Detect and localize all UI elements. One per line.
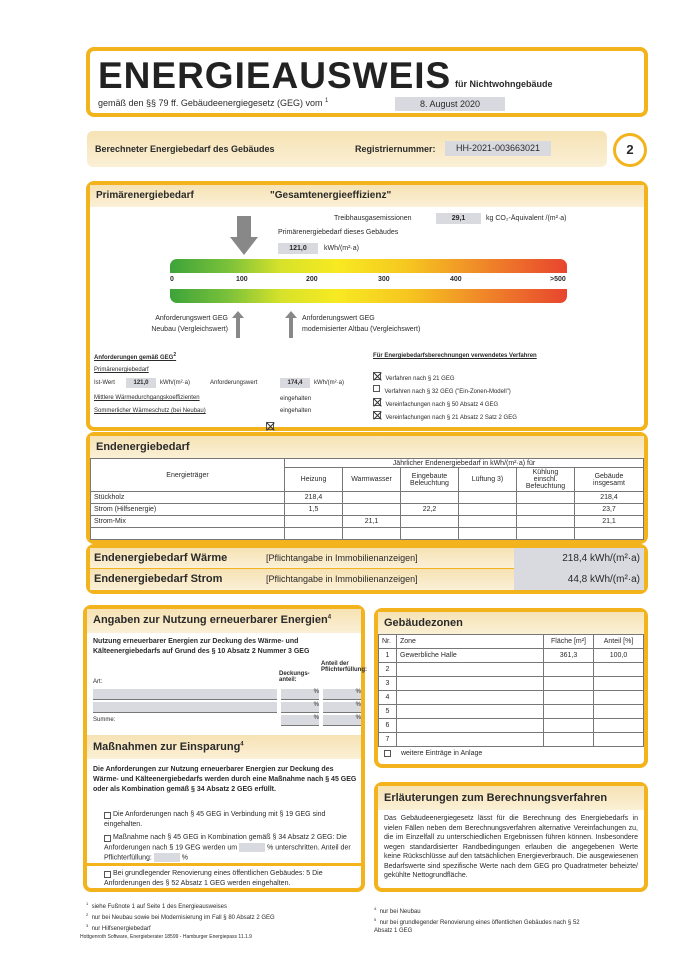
- method-title: Für Energiebedarfsberechnungen verwendetes Verfahren: [373, 353, 537, 359]
- reg-number: HH-2021-003663021: [445, 141, 551, 156]
- final-header: Endenergiebedarf: [90, 436, 644, 458]
- measure-option-2: Maßnahme nach § 45 GEG in Kombination gemäß § 34 Absatz 2 GEG: Die Anforderungen nach § 19 GEG werden um % unterschritten. Anteil der Pflichterfüllung: %: [104, 834, 351, 862]
- footnote: $^1$ siehe Fußnote 1 auf Seite 1 des Energieausweises: [86, 901, 227, 910]
- primary-header: [90, 185, 644, 207]
- building-value-arrow-icon: [237, 216, 251, 238]
- zones-header: Gebäudezonen: [378, 612, 644, 634]
- table-row: Strom (Hilfsenergie) 1,5 22,2 23,7: [91, 504, 644, 516]
- method-checkbox[interactable]: [373, 398, 381, 406]
- renewable-header: Angaben zur Nutzung erneuerbarer Energien$^4$: [87, 609, 361, 633]
- anf-label: Anforderungswert: [210, 380, 258, 386]
- building-value: 121,0: [278, 243, 318, 254]
- document-subtitle: für Nichtwohngebäude: [455, 79, 553, 89]
- table-row: 7: [379, 733, 644, 747]
- measure-option-3: Bei grundlegender Renovierung eines öffentlichen Gebäudes: 5 Die Anforderungen des § 52 Absatz 1 GEG werden eingehalten.: [104, 870, 323, 887]
- measure-option-1: Die Anforderungen nach § 45 GEG in Verbindung mit § 19 GEG sind eingehalten.: [104, 811, 326, 828]
- method-item: Verfahren nach § 21 GEG: [373, 367, 517, 380]
- req-subtitle: Primärenergiebedarf: [94, 367, 149, 373]
- legal-line: gemäß den §§ 79 ff. Gebäudeenergiegesetz (GEG) vom $^1$: [98, 98, 329, 108]
- coverage-input-2[interactable]: %: [281, 702, 319, 713]
- summary-heat-row: Endenergiebedarf Wärme [Pflichtangabe in Immobilienanzeigen] 218,4 kWh/(m²·a): [90, 548, 644, 569]
- table-row: [91, 528, 644, 540]
- ist-unit: kWh/(m²·a): [160, 380, 190, 386]
- summer-label: Sommerlicher Wärmeschutz (bei Neubau): [94, 408, 206, 414]
- method-item: Vereinfachungen nach § 50 Absatz 4 GEG: [373, 393, 517, 406]
- efficiency-scale-ticks: 0 100 200 300 400 >500: [170, 276, 566, 283]
- measures-section: [83, 735, 365, 892]
- final-energy-table: Energieträger Jährlicher Endenergiebedarf in kWh/(m²·a) für Heizung Warmwasser Eingebaute Beleuchtung Lüftung 3) Kühlung einschl. Befeuchtung Gebäude insgesamt Stückholz 218,4 218,4 Strom (Hilfsenergie) 1,5 22,2 23,7 Strom-Mix 21,1 21,1: [90, 458, 644, 540]
- more-entries: weitere Einträge in Anlage: [378, 747, 644, 760]
- measures-header: Maßnahmen zur Einsparung$^4$: [87, 735, 361, 759]
- art-label: Art:: [93, 679, 103, 685]
- fulfillment-input-2[interactable]: %: [323, 702, 361, 713]
- anf-unit: kWh/(m²·a): [314, 380, 344, 386]
- efficiency-scale-bottom: [170, 289, 567, 303]
- footnote: $^4$ nur bei Neubau: [374, 906, 421, 915]
- coverage-input-1[interactable]: %: [281, 689, 319, 700]
- ghg-value: 29,1: [436, 213, 481, 224]
- measures-intro: Die Anforderungen zur Nutzung erneuerbarer Energien zur Deckung des Wärme- und Kälteenergiebedarfs werden durch eine Maßnahme nach § 45 GEG oder als Kombination gemäß § 34 Absatz 2 GEG erfüllt.: [93, 766, 357, 793]
- efficiency-scale-top: [170, 259, 567, 273]
- u-value-label: Mittlere Wärmedurchgangskoeffizienten: [94, 395, 200, 401]
- primary-title: Primärenergiebedarf: [96, 190, 194, 201]
- method-checkbox[interactable]: [373, 372, 381, 380]
- summary-section: [86, 544, 648, 594]
- software-credit: Hottgenroth Software, Energieberater 18599 - Hamburger Energiepass 11.1.9: [80, 934, 252, 940]
- measure-checkbox-1[interactable]: [104, 812, 111, 819]
- renewable-intro: Nutzung erneuerbarer Energien zur Deckung des Wärme- und Kälteenergiebedarfs auf Grund des § 10 Absatz 2 Nummer 3 GEG: [93, 638, 310, 655]
- method-checkbox[interactable]: [373, 385, 380, 392]
- table-row: 5: [379, 705, 644, 719]
- final-energy-section: [86, 432, 648, 544]
- measure-checkbox-3[interactable]: [104, 871, 111, 878]
- method-item: Vereinfachungen nach § 21 Absatz 2 Satz 2 GEG: [373, 406, 517, 419]
- ref-new-arrow-shaft: [236, 318, 240, 338]
- ref-old-arrow-icon: [285, 311, 297, 318]
- req-title: Anforderungen gemäß GEG$^2$: [94, 352, 177, 361]
- fulfillment-input-1[interactable]: %: [323, 689, 361, 700]
- table-row: 4: [379, 691, 644, 705]
- art-input-2[interactable]: [93, 702, 277, 713]
- more-entries-checkbox[interactable]: [384, 750, 391, 757]
- info-bar: [87, 131, 607, 167]
- ist-label: Ist-Wert: [94, 380, 115, 386]
- method-item: Verfahren nach § 32 GEG ("Ein-Zonen-Modell"): [373, 380, 517, 393]
- ref-old-arrow-shaft: [289, 318, 293, 338]
- footnote: $^3$ nur Hilfsenergiebedarf: [86, 923, 151, 932]
- footnote: $^5$ nur bei grundlegender Renovierung eines öffentlichen Gebäudes nach § 52 Absatz 1 GEG: [374, 917, 580, 934]
- explanation-section: [374, 782, 648, 892]
- measure-checkbox-2[interactable]: [104, 835, 111, 842]
- method-list: [373, 367, 517, 419]
- footnotes-left: [80, 900, 366, 941]
- building-value-arrow-head-icon: [230, 237, 258, 255]
- method-checkbox[interactable]: [373, 411, 381, 419]
- measure-divider: [83, 863, 365, 866]
- reg-label: Registriernummer:: [355, 144, 436, 154]
- zones-table: Nr. Zone Fläche [m²] Anteil [%] 1 Gewerbliche Halle 361,3 100,0 2 3 4 5 6 7: [378, 634, 644, 747]
- ist-value: 121,0: [126, 378, 156, 388]
- table-row: Strom-Mix 21,1 21,1: [91, 516, 644, 528]
- ghg-unit: kg CO₂-Äquivalent /(m²·a): [486, 215, 567, 222]
- page-number-badge: 2: [613, 133, 647, 167]
- art-input-1[interactable]: [93, 689, 277, 700]
- fulfillment-sum: %: [323, 715, 361, 726]
- undershoot-input[interactable]: [239, 843, 265, 852]
- primary-energy-section: [86, 181, 648, 431]
- ref-new-arrow-icon: [232, 311, 244, 318]
- building-label: Primärenergiebedarf dieses Gebäudes: [278, 229, 399, 236]
- table-row: Stückholz 218,4 218,4: [91, 492, 644, 504]
- info-label: Berechneter Energiebedarf des Gebäudes: [95, 144, 275, 154]
- anf-value: 174,4: [280, 378, 310, 388]
- table-row: 3: [379, 677, 644, 691]
- summer-status: eingehalten: [280, 408, 312, 414]
- sum-label: Summe:: [93, 717, 116, 723]
- coverage-header: Deckungs-anteil:: [279, 671, 310, 683]
- u-value-checkbox[interactable]: [266, 422, 274, 430]
- table-row: 2: [379, 663, 644, 677]
- summary-power-row: Endenergiebedarf Strom [Pflichtangabe in Immobilienanzeigen] 44,8 kWh/(m²·a): [90, 569, 644, 590]
- footnote: $^2$ nur bei Neubau sowie bei Modernisierung im Fall § 80 Absatz 2 GEG: [86, 912, 275, 921]
- table-row: 1 Gewerbliche Halle 361,3 100,0: [379, 649, 644, 663]
- law-date: 8. August 2020: [395, 97, 505, 111]
- explanation-text: Das Gebäudeenergiegesetz lässt für die Berechnung des Energiebedarfs in vielen Fällen neben dem Berechnungsverfahren alternative Vereinfachungen zu, die im Einzelfall zu unterschiedlichen Ergebnissen führen können. Insbesondere wegen standardisierter Randbedingungen erlauben die angegebenen Werte keine Rückschlüsse auf den tatsächlichen Energieverbrauch. Die ausgewiesenen Bedarfswerte sind spezifische Werte nach dem GEG pro Quadratmeter beheizte/ gekühlte Nettogrundfläche.: [384, 815, 638, 879]
- primary-subtitle: "Gesamtenergieeffizienz": [270, 190, 392, 201]
- ref-old-label: Anforderungswert GEG modernisierter Altbau (Vergleichswert): [302, 315, 421, 333]
- table-row: 6: [379, 719, 644, 733]
- coverage-sum: %: [281, 715, 319, 726]
- title-box: [86, 47, 648, 117]
- ghg-label: Treibhausgasemissionen: [334, 215, 412, 222]
- building-unit: kWh/(m²·a): [324, 245, 359, 252]
- explanation-header: Erläuterungen zum Berechnungsverfahren: [378, 786, 644, 810]
- footnotes-right: [374, 905, 644, 935]
- ref-new-label: Anforderungswert GEG Neubau (Vergleichswert): [151, 315, 228, 333]
- fulfillment-header: Anteil der Pflichterfüllung:: [321, 661, 367, 673]
- fulfillment-share-input[interactable]: [154, 853, 180, 862]
- document-title: ENERGIEAUSWEIS: [98, 55, 452, 96]
- u-value-status: eingehalten: [280, 396, 312, 402]
- renewable-section: [83, 605, 365, 735]
- zones-section: [374, 608, 648, 768]
